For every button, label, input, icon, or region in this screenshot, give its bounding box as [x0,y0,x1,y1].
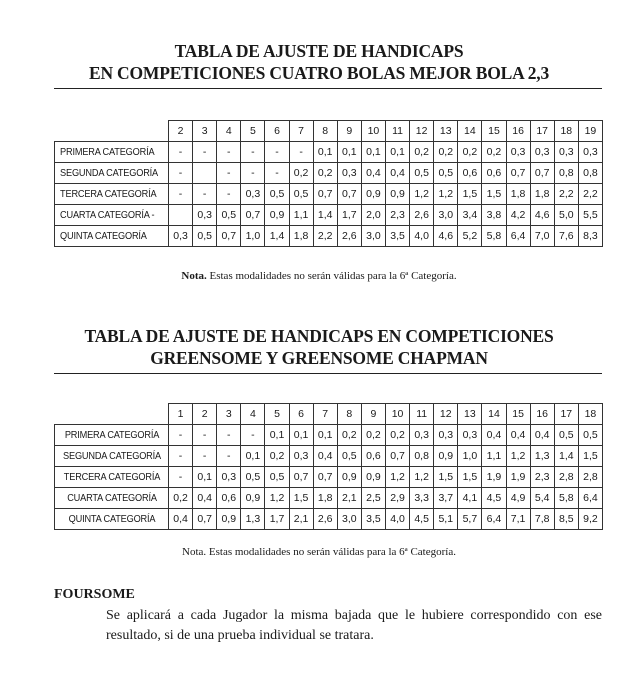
table-cell: 0,5 [554,425,578,446]
category-label: CUARTA CATEGORÍA - [55,205,160,226]
table-cell: 1,0 [241,226,265,247]
section1-title-line1: TABLA DE AJUSTE DE HANDICAPS [174,41,464,61]
table-cell: 0,1 [313,142,337,163]
table-row [55,184,603,205]
table-cell: 0,8 [554,163,578,184]
table-cell: 0,3 [434,425,458,446]
table-cell: 1,7 [265,509,289,530]
table-cell: - [169,425,193,446]
table-row [55,509,603,530]
column-header: 18 [578,404,602,425]
category-label: SEGUNDA CATEGORÍA [59,446,164,467]
table-cell: 0,2 [361,425,385,446]
table-cell: 0,9 [241,488,265,509]
category-label: QUINTA CATEGORÍA [55,226,160,247]
table-cell: 5,4 [530,488,554,509]
column-header: 13 [458,404,482,425]
table-cell: 0,3 [193,205,217,226]
table-cell: - [169,467,193,488]
table-cell: 5,7 [458,509,482,530]
table-cell: 0,7 [289,467,313,488]
table-cell: 0,7 [506,163,530,184]
column-header: 4 [241,404,265,425]
table-cell: 1,9 [482,467,506,488]
header-row [55,404,603,425]
table-cell: 3,5 [361,509,385,530]
table-cell: 0,1 [289,425,313,446]
table-cell: 0,9 [361,184,385,205]
table-cell: 0,3 [289,446,313,467]
table-cell: 0,5 [337,446,361,467]
table-cell: - [193,184,217,205]
table-cell: 3,0 [434,205,458,226]
table-cell: - [169,163,193,184]
table-cell: 0,7 [313,184,337,205]
table-cell: 1,5 [289,488,313,509]
table-cell: 5,0 [554,205,578,226]
section2-title-line1: TABLA DE AJUSTE DE HANDICAPS EN COMPETICIONES [84,326,554,346]
table-cell: - [169,142,193,163]
table-cell: 1,4 [554,446,578,467]
column-header: 7 [313,404,337,425]
table-cell: 0,5 [578,425,602,446]
table-cell: 0,5 [265,467,289,488]
section1-note [0,270,638,282]
table-cell: 4,0 [410,226,434,247]
table-cell: 0,5 [265,184,289,205]
column-header: 3 [217,404,241,425]
table-cell: 1,7 [337,205,361,226]
table-cell: 0,5 [410,163,434,184]
table-cell: 2,2 [578,184,602,205]
table-cell: 0,2 [169,488,193,509]
table-cell: 8,3 [578,226,602,247]
table-cell: 0,2 [265,446,289,467]
table-cell: 0,3 [458,425,482,446]
table-row [55,226,603,247]
table-cell: 2,2 [313,226,337,247]
column-header: 6 [265,121,289,142]
table-cell: 2,1 [337,488,361,509]
section1-divider [54,88,602,89]
table-cell: 0,4 [313,446,337,467]
table-cell: 0,1 [385,142,409,163]
table-cell: 2,3 [385,205,409,226]
table-row [55,425,603,446]
table-cell: - [265,163,289,184]
table-cell: 2,6 [337,226,361,247]
table-row [55,467,603,488]
table-cell: 0,9 [385,184,409,205]
table-cell: 4,1 [458,488,482,509]
column-header: 8 [337,404,361,425]
table-cell: 0,7 [217,226,241,247]
table-cell: 1,2 [506,446,530,467]
table-cell: 5,8 [554,488,578,509]
table-cell: 0,5 [241,467,265,488]
table-cell: 0,6 [458,163,482,184]
table-cell: 3,0 [337,509,361,530]
table-cell: 0,2 [385,425,409,446]
table-cell: 0,6 [217,488,241,509]
column-header: 4 [217,121,241,142]
section2-divider [54,373,602,374]
table-cell: 0,3 [241,184,265,205]
corner-cell [55,121,169,142]
category-label: PRIMERA CATEGORÍA [59,425,164,446]
column-header: 11 [410,404,434,425]
foursome-heading: FOURSOME [54,587,135,602]
category-label: CUARTA CATEGORÍA [59,488,164,509]
column-header: 19 [578,121,602,142]
table-cell: 6,4 [578,488,602,509]
table-cell: 3,3 [410,488,434,509]
table-row [55,205,603,226]
column-header: 16 [530,404,554,425]
table-cell: 0,5 [217,205,241,226]
table-cell: 3,7 [434,488,458,509]
column-header: 3 [193,121,217,142]
table-cell: - [217,425,241,446]
table-cell: 0,7 [530,163,554,184]
table-cell: 0,7 [385,446,409,467]
column-header: 13 [434,121,458,142]
column-header: 2 [169,121,193,142]
table-row [55,446,603,467]
table-cell: 1,5 [458,184,482,205]
table-cell: 0,9 [217,509,241,530]
table-cell: 0,7 [241,205,265,226]
column-header: 2 [193,404,217,425]
table-cell: 0,9 [337,467,361,488]
table-cell: 0,7 [193,509,217,530]
column-header: 8 [313,121,337,142]
column-header: 17 [530,121,554,142]
table-cell: - [265,142,289,163]
table-cell: 1,1 [482,446,506,467]
column-header: 1 [169,404,193,425]
table-cell: - [289,142,313,163]
table-cell: 0,2 [410,142,434,163]
table-cell: 1,9 [506,467,530,488]
table-cell: 7,8 [530,509,554,530]
table-cell: 3,5 [385,226,409,247]
table-cell: 0,3 [169,226,193,247]
table-cell: 1,8 [530,184,554,205]
greensome-table [54,403,603,530]
column-header: 10 [361,121,385,142]
table-cell: 2,0 [361,205,385,226]
table-cell: - [241,163,265,184]
table-cell: - [217,163,241,184]
table-cell: 4,0 [385,509,409,530]
category-label: QUINTA CATEGORÍA [59,509,164,530]
table-cell: 0,3 [410,425,434,446]
table-cell: - [241,142,265,163]
table-cell: 4,2 [506,205,530,226]
table-cell: 1,1 [289,205,313,226]
section2-note: Nota. Estas modalidades no serán válidas para la 6ª Categoría. [182,546,456,558]
table-cell: 0,1 [337,142,361,163]
table-cell: 1,2 [410,467,434,488]
table-cell: 0,7 [313,467,337,488]
table-cell: 2,9 [385,488,409,509]
table-cell: 1,8 [506,184,530,205]
category-label: SEGUNDA CATEGORÍA [55,163,160,184]
category-label: TERCERA CATEGORÍA [55,184,160,205]
table-cell: 2,8 [578,467,602,488]
table-cell: 1,8 [289,226,313,247]
table-cell: 7,6 [554,226,578,247]
table-row [55,163,603,184]
table-cell: 0,5 [193,226,217,247]
category-label: PRIMERA CATEGORÍA [55,142,160,163]
column-header: 7 [289,121,313,142]
table-cell: 1,3 [530,446,554,467]
table-cell: 0,1 [193,467,217,488]
table-cell: 1,2 [434,184,458,205]
table-cell: 1,2 [410,184,434,205]
table-cell: 7,0 [530,226,554,247]
table-cell: 3,8 [482,205,506,226]
table-cell: 0,9 [434,446,458,467]
table-cell: 0,3 [530,142,554,163]
category-label: TERCERA CATEGORÍA [59,467,164,488]
table-cell: 4,9 [506,488,530,509]
table-cell: - [217,184,241,205]
table-cell: 0,4 [506,425,530,446]
table-cell: 0,3 [506,142,530,163]
table-cell: 0,1 [265,425,289,446]
table-cell: 0,4 [193,488,217,509]
column-header: 9 [361,404,385,425]
table-cell [193,163,217,184]
table-cell: 0,4 [530,425,554,446]
table-cell: 0,4 [482,425,506,446]
column-header: 18 [554,121,578,142]
table-cell: 2,5 [361,488,385,509]
section1-title-line2: EN COMPETICIONES CUATRO BOLAS MEJOR BOLA 2,3 [88,63,550,83]
table-cell: 0,3 [337,163,361,184]
table-cell: 0,4 [361,163,385,184]
table-cell: 0,2 [289,163,313,184]
table-cell: - [193,446,217,467]
column-header: 15 [482,121,506,142]
column-header: 10 [385,404,409,425]
table-cell: 2,2 [554,184,578,205]
table-cell: 3,4 [458,205,482,226]
table-cell: 0,9 [265,205,289,226]
table-row [55,142,603,163]
table-cell: 0,3 [578,142,602,163]
column-header: 6 [289,404,313,425]
table-cell: 1,5 [578,446,602,467]
table-cell: 2,6 [313,509,337,530]
table-cell: 0,5 [289,184,313,205]
table-cell: 0,8 [410,446,434,467]
table-cell: 4,5 [410,509,434,530]
table-cell: 5,2 [458,226,482,247]
table-cell: 5,1 [434,509,458,530]
table-cell: - [193,142,217,163]
table-cell: 0,8 [578,163,602,184]
column-header: 17 [554,404,578,425]
table-cell: 2,8 [554,467,578,488]
table-cell: 0,1 [361,142,385,163]
table-cell: 1,5 [482,184,506,205]
note-text: Estas modalidades no serán válidas para la 6ª Categoría. [206,270,457,282]
table-cell: 0,4 [385,163,409,184]
column-header: 5 [265,404,289,425]
table-cell: - [241,425,265,446]
table-cell: 1,4 [265,226,289,247]
table-cell: 3,0 [361,226,385,247]
column-header: 11 [385,121,409,142]
table-cell: 0,9 [361,467,385,488]
column-header: 12 [410,121,434,142]
table-cell: 6,4 [506,226,530,247]
table-cell: - [169,184,193,205]
table-cell: 1,2 [265,488,289,509]
column-header: 12 [434,404,458,425]
table-cell: 0,2 [313,163,337,184]
column-header: 9 [337,121,361,142]
table-cell: 0,6 [361,446,385,467]
table-row [55,488,603,509]
table-cell: 1,5 [434,467,458,488]
table-cell: 0,3 [217,467,241,488]
header-row [55,121,603,142]
table-cell: 8,5 [554,509,578,530]
table-cell: 4,6 [530,205,554,226]
table-cell: - [217,142,241,163]
column-header: 16 [506,121,530,142]
table-cell: 2,6 [410,205,434,226]
table-cell: 1,2 [385,467,409,488]
table-cell: 5,5 [578,205,602,226]
table-cell: 1,8 [313,488,337,509]
table-cell: 0,2 [482,142,506,163]
cuatro-bolas-table [54,120,603,247]
corner-cell [55,404,169,425]
section2-title-line2: GREENSOME Y GREENSOME CHAPMAN [150,348,488,368]
table-cell: 4,6 [434,226,458,247]
column-header: 14 [458,121,482,142]
table-cell: 2,1 [289,509,313,530]
table-cell: - [169,446,193,467]
foursome-text: Se aplicará a cada Jugador la misma bajada que le hubiere correspondido con ese resultado, si de una prueba individual se tratara. [106,608,602,643]
table-cell: 5,8 [482,226,506,247]
table-cell: 0,2 [337,425,361,446]
table-cell: 1,5 [458,467,482,488]
table-cell: 0,3 [554,142,578,163]
table-cell: 0,2 [434,142,458,163]
table-cell: 6,4 [482,509,506,530]
column-header: 14 [482,404,506,425]
table-cell: 1,0 [458,446,482,467]
table-cell: - [193,425,217,446]
table-cell: 0,5 [434,163,458,184]
column-header: 15 [506,404,530,425]
table-cell: 0,1 [241,446,265,467]
table-cell: 0,2 [458,142,482,163]
table-cell: 0,6 [482,163,506,184]
table-cell: 2,3 [530,467,554,488]
table-cell [169,205,193,226]
table-cell: 0,1 [313,425,337,446]
table-cell: 1,4 [313,205,337,226]
note-bold-label: Nota. [181,270,207,282]
table-cell: 4,5 [482,488,506,509]
table-cell: 0,4 [169,509,193,530]
table-cell: - [217,446,241,467]
column-header: 5 [241,121,265,142]
table-cell: 0,7 [337,184,361,205]
table-cell: 9,2 [578,509,602,530]
table-cell: 1,3 [241,509,265,530]
table-cell: 7,1 [506,509,530,530]
